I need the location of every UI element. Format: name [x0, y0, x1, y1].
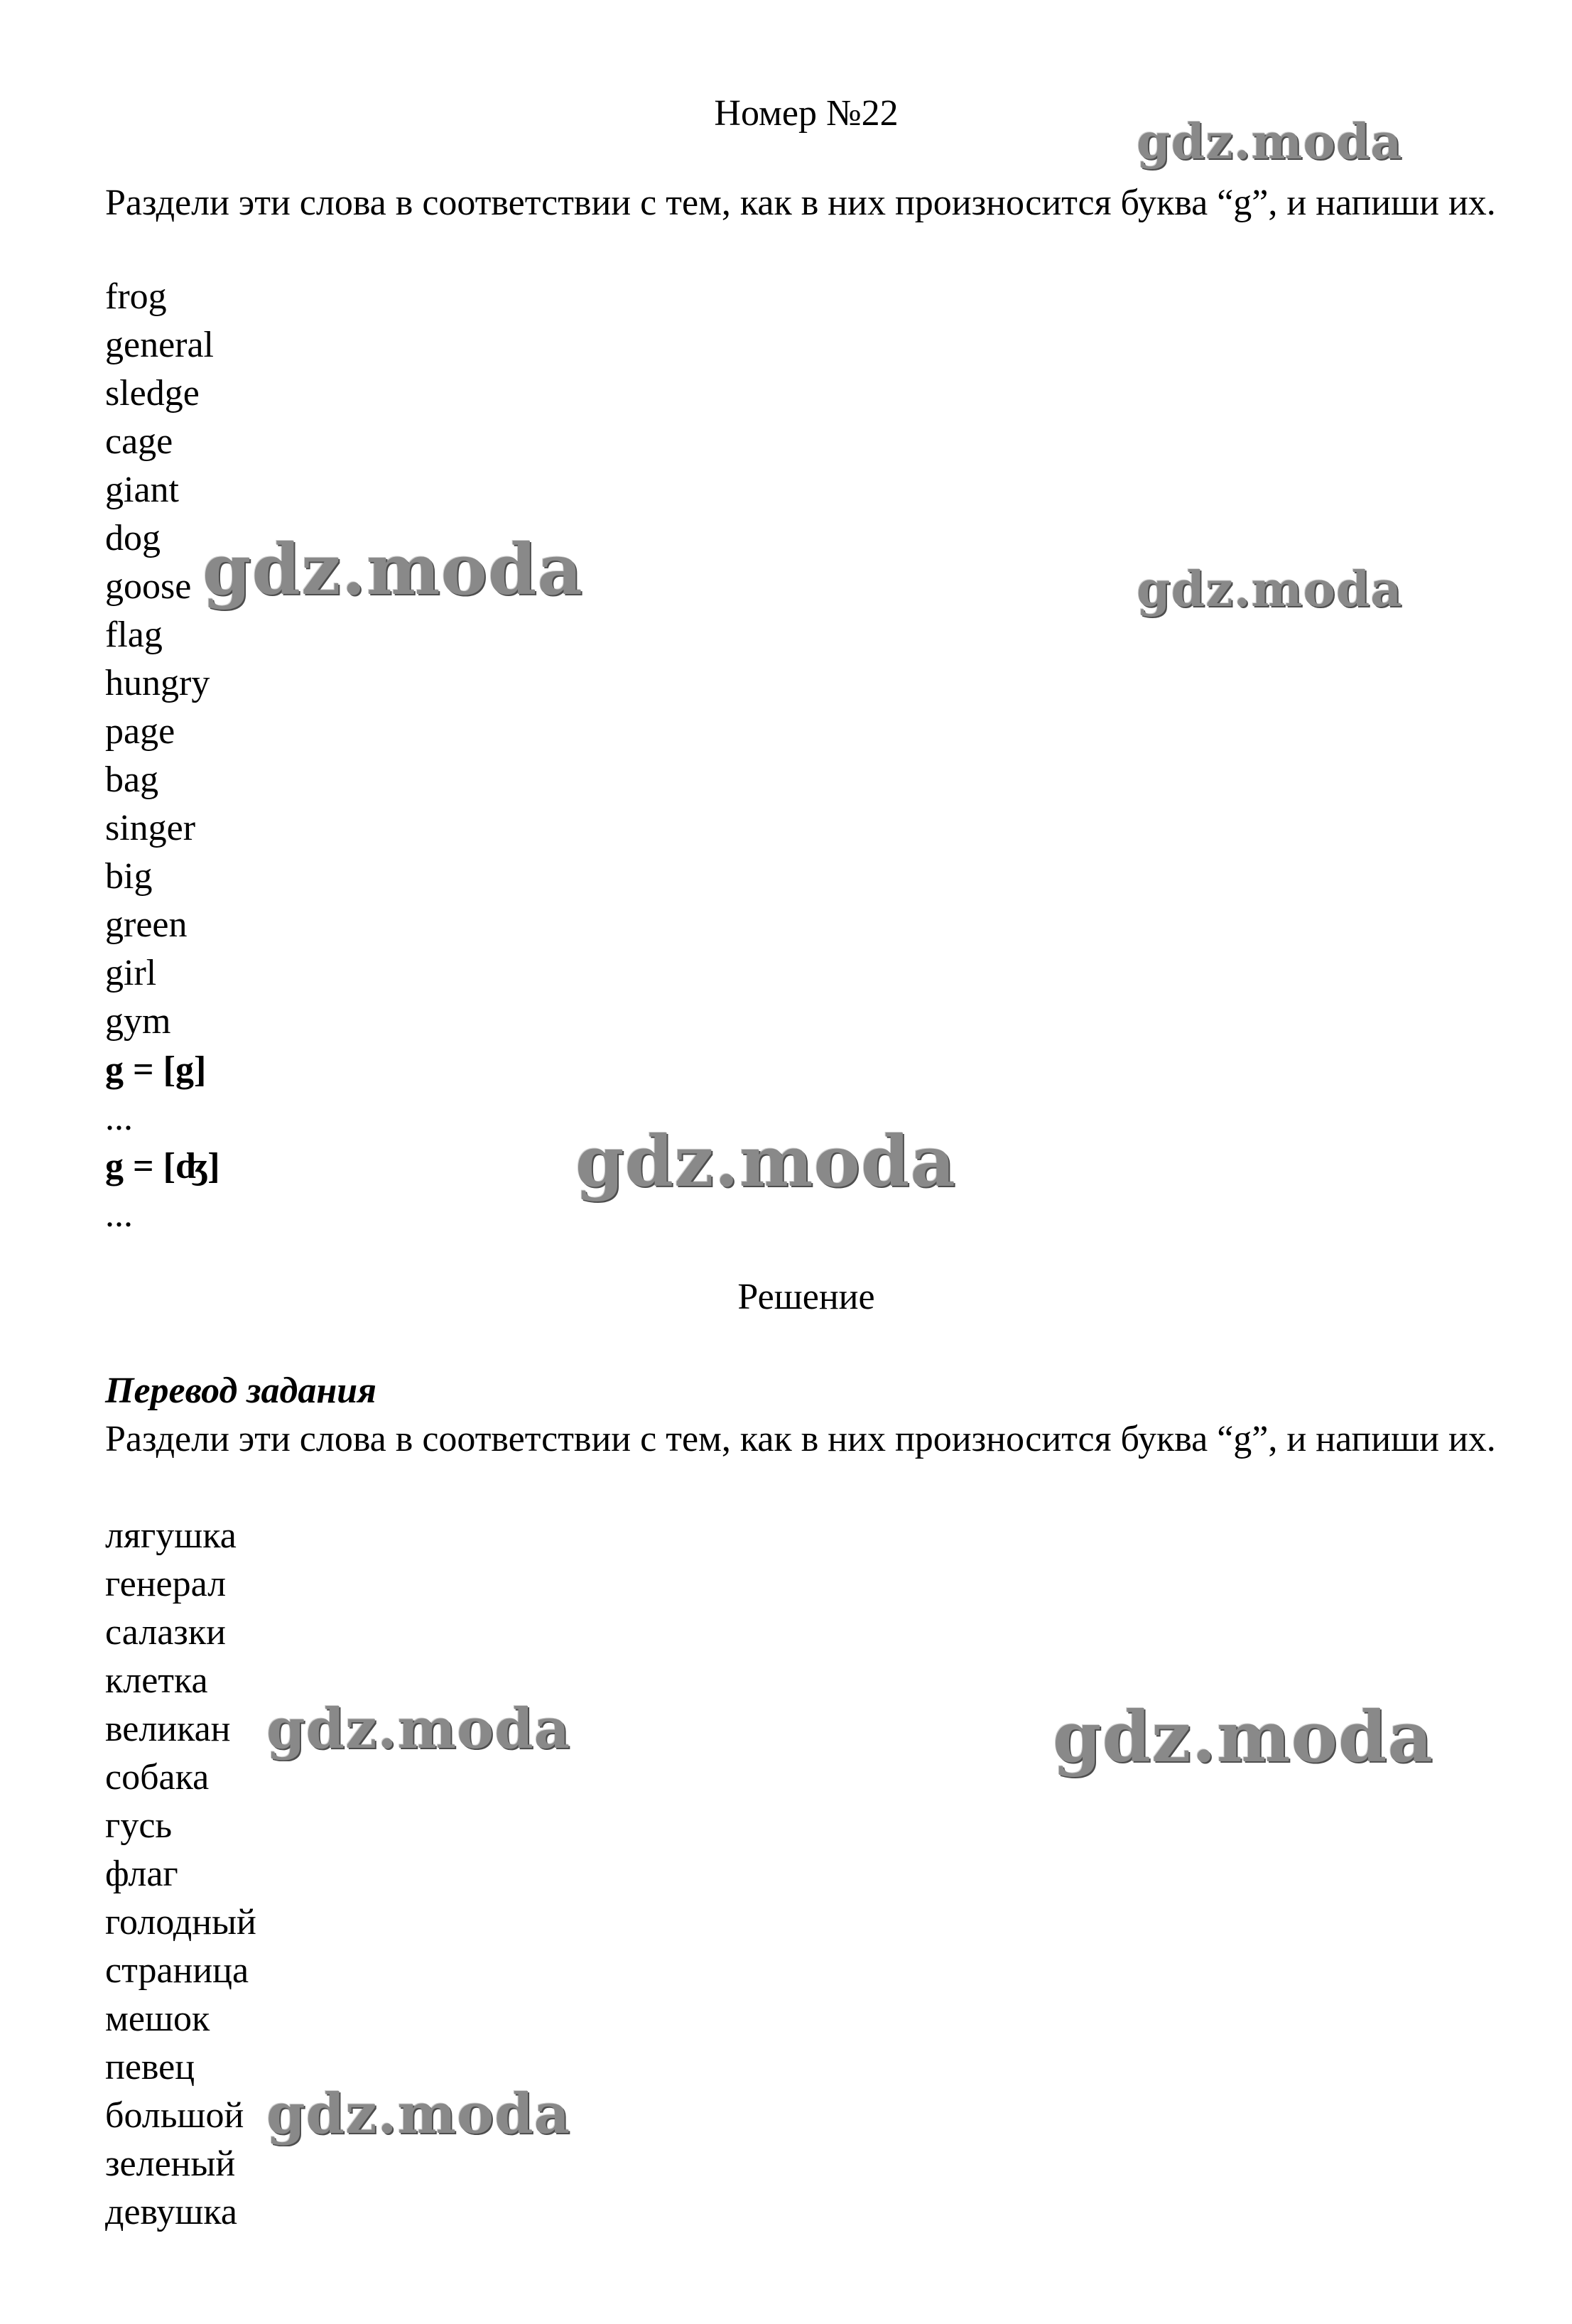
list-item: певец — [105, 2047, 195, 2087]
list-item: frog — [105, 276, 167, 317]
list-item: goose — [105, 566, 192, 607]
category-g-placeholder: ... — [105, 1098, 133, 1138]
list-item: green — [105, 904, 188, 945]
solution-word-list — [105, 1512, 256, 2237]
list-item: гусь — [105, 1805, 173, 1846]
watermark: gdz.moda — [202, 529, 583, 611]
category-g-heading: g = [g] — [105, 1049, 207, 1090]
watermark: gdz.moda — [1137, 561, 1403, 618]
list-item: клетка — [105, 1660, 208, 1701]
list-item: sledge — [105, 373, 200, 414]
list-item: генерал — [105, 1564, 227, 1604]
list-item: flag — [105, 615, 163, 655]
list-item: собака — [105, 1757, 210, 1798]
list-item: giant — [105, 470, 179, 510]
list-item: cage — [105, 421, 173, 462]
category-dz-placeholder: ... — [105, 1194, 133, 1235]
list-item: мешок — [105, 1999, 210, 2039]
category-dz-heading: g = [ʤ] — [105, 1146, 220, 1187]
list-item: big — [105, 856, 153, 897]
solution-title: Решение — [737, 1277, 875, 1317]
list-item: лягушка — [105, 1515, 237, 1556]
watermark: gdz.moda — [266, 1697, 571, 1761]
list-item: девушка — [105, 2192, 237, 2232]
watermark: gdz.moda — [1137, 114, 1403, 171]
list-item: великан — [105, 1709, 231, 1749]
list-item: bag — [105, 760, 159, 800]
task-word-list — [105, 273, 214, 1046]
list-item: singer — [105, 808, 196, 848]
list-item: голодный — [105, 1902, 256, 1942]
list-item: флаг — [105, 1854, 178, 1894]
list-item: большой — [105, 2095, 244, 2136]
list-item: dog — [105, 518, 161, 558]
list-item: girl — [105, 953, 157, 993]
list-item: gym — [105, 1001, 171, 1042]
watermark: gdz.moda — [1053, 1697, 1433, 1778]
translation-title: Перевод задания — [105, 1371, 376, 1411]
list-item: страница — [105, 1950, 249, 1991]
list-item: page — [105, 711, 175, 752]
list-item: зеленый — [105, 2144, 236, 2184]
watermark: gdz.moda — [266, 2082, 571, 2146]
task-instruction: Раздели эти слова в соответствии с тем, как в них произносится буква “g”, и напиши их. — [105, 183, 1496, 223]
watermark: gdz.moda — [575, 1121, 956, 1203]
list-item: hungry — [105, 663, 210, 703]
task-number-title: Номер №22 — [714, 93, 899, 134]
list-item: general — [105, 325, 215, 365]
list-item: салазки — [105, 1612, 226, 1653]
solution-instruction: Раздели эти слова в соответствии с тем, как в них произносится буква “g”, и напиши их. — [105, 1419, 1496, 1459]
